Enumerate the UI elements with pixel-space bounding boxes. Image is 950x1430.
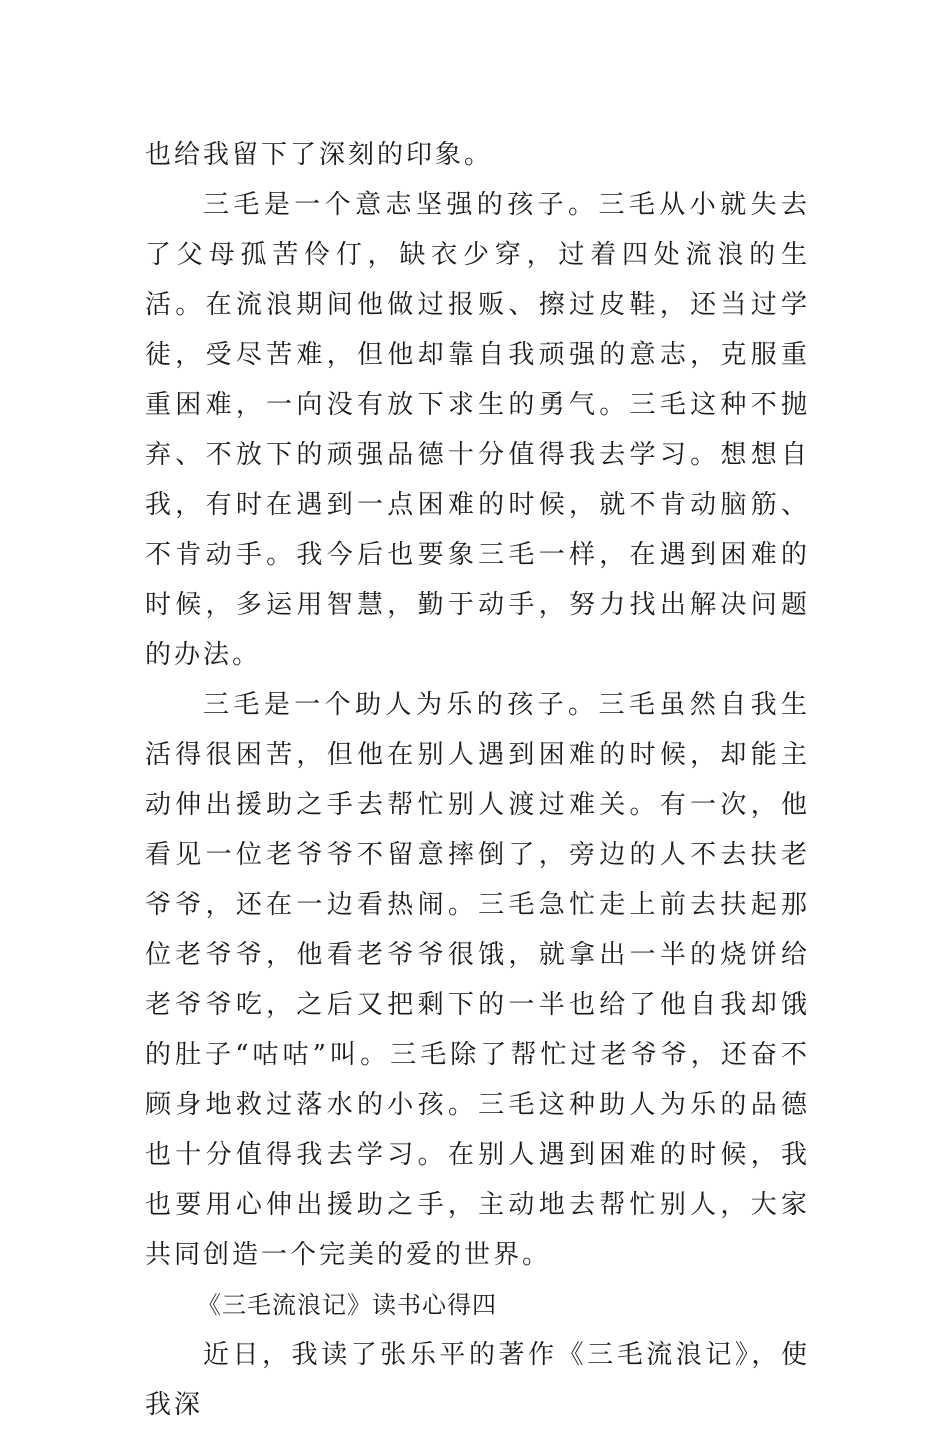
document-body: [145, 130, 810, 1430]
paragraph-perseverance: 三毛是一个意志坚强的孩子。三毛从小就失去了父母孤苦伶仃，缺衣少穿，过着四处流浪的生活。在流浪期间他做过报贩、擦过皮鞋，还当过学徒，受尽苦难，但他却靠自我顽强的意志，克服重重困难，一向没有放下求生的勇气。三毛这种不抛弃、不放下的顽强品德十分值得我去学习。想想自我，有时在遇到一点困难的时候，就不肯动脑筋、不肯动手。我今后也要象三毛一样，在遇到困难的时候，多运用智慧，勤于动手，努力找出解决问题的办法。: [145, 190, 810, 670]
paragraph-continuation: 也给我留下了深刻的印象。: [145, 140, 494, 170]
paragraph-intro: 近日，我读了张乐平的著作《三毛流浪记》，使我深: [145, 1340, 810, 1420]
section-title: 《三毛流浪记》读书心得四: [197, 1291, 497, 1319]
paragraph-helpfulness: 三毛是一个助人为乐的孩子。三毛虽然自我生活得很困苦，但他在别人遇到困难的时候，却能主动伸出援助之手去帮忙别人渡过难关。有一次，他看见一位老爷爷不留意摔倒了，旁边的人不去扶老爷爷，还在一边看热闹。三毛急忙走上前去扶起那位老爷爷，他看老爷爷很饿，就拿出一半的烧饼给老爷爷吃，之后又把剩下的一半也给了他自我却饿的肚子“咕咕”叫。三毛除了帮忙过老爷爷，还奋不顾身地救过落水的小孩。三毛这种助人为乐的品德也十分值得我去学习。在别人遇到困难的时候，我也要用心伸出援助之手，主动地去帮忙别人，大家共同创造一个完美的爱的世界。: [145, 690, 810, 1270]
